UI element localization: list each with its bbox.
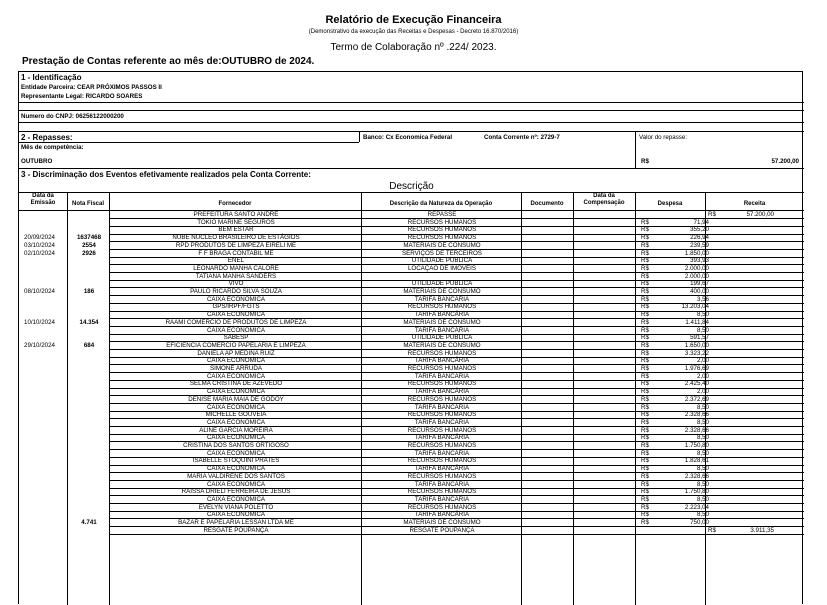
fornecedor: F F BRAGA CONTABIL ME — [198, 249, 274, 257]
table-row — [19, 457, 804, 465]
col-compensacao: Data da Compensação — [583, 193, 625, 206]
table-row — [19, 242, 804, 250]
natureza: TARIFA BANCÁRIA — [414, 434, 470, 442]
natureza: RECURSOS HUMANOS — [407, 365, 477, 372]
cnpj: Numero do CNPJ: 06256122000200 — [21, 113, 124, 120]
fornecedor: PAULO RICARDO SILVA SOUZA — [190, 288, 282, 295]
col-receita: Receita — [743, 201, 766, 207]
despesa-currency: R$ — [641, 357, 649, 365]
fornecedor: RAAMI COMERCIO DE PRODUTOS DE LIMPEZA — [165, 318, 307, 326]
fornecedor: CAIXA ECONOMICA — [206, 449, 266, 457]
fornecedor: CAIXA ECONOMICA — [206, 295, 266, 303]
entidade-parceira: Entidade Parceira: CEAR PRÓXIMOS PASSOS II — [21, 84, 162, 91]
fornecedor: MICHELLE GOUVEIA — [205, 411, 267, 419]
table-row — [19, 465, 804, 473]
col-documento: Documento — [530, 201, 564, 207]
divider — [19, 131, 804, 132]
despesa-value: 226,94 — [690, 234, 709, 242]
natureza: UTILIDADE PUBLICA — [411, 334, 473, 342]
despesa-value: 1.850,00 — [684, 249, 709, 257]
table-row — [19, 481, 804, 489]
fornecedor: EVELYN VIANA POLETTO — [198, 503, 274, 511]
despesa-value: 239,59 — [690, 241, 709, 249]
natureza: MATERIAIS DE CONSUMO — [403, 341, 481, 349]
despesa-value: 8,50 — [696, 480, 709, 488]
despesa-currency: R$ — [641, 480, 649, 488]
natureza: RECURSOS HUMANOS — [407, 226, 477, 234]
emission-date: 29/10/2024 — [24, 341, 55, 349]
fornecedor: CAIXA ECONOMICA — [206, 465, 266, 473]
table-row — [19, 303, 804, 311]
col-despesa: Despesa — [657, 201, 683, 207]
despesa-value: 71,94 — [693, 218, 709, 226]
natureza: TARIFA BANCÁRIA — [414, 465, 470, 473]
fornecedor: DANIELA AP MEDINA RUIZ — [197, 349, 275, 357]
despesa-currency: R$ — [641, 395, 649, 403]
table-row — [19, 273, 804, 281]
despesa-currency: R$ — [641, 457, 649, 465]
table-row — [19, 419, 804, 427]
nota-fiscal: 186 — [83, 288, 95, 295]
table-row — [19, 488, 804, 496]
fornecedor: RPD PRODUTOS DE LIMPEZA EIRELI ME — [175, 241, 297, 249]
fornecedor: MARIA VALDIRENE DOS SANTOS — [187, 472, 285, 480]
report-title: Relatório de Execução Financeira — [325, 14, 502, 26]
despesa-value: 591,57 — [690, 334, 709, 342]
table-row — [19, 234, 804, 242]
table-row — [19, 450, 804, 458]
table-row — [19, 257, 804, 265]
natureza: RECURSOS HUMANOS — [407, 234, 477, 242]
divider — [19, 142, 359, 143]
fornecedor: CAIXA ECONOMICA — [206, 326, 266, 334]
banco: Banco: Cx Economica Federal — [363, 134, 453, 141]
divider — [19, 192, 804, 193]
nota-fiscal: 14.354 — [79, 318, 99, 326]
despesa-value: 2.372,69 — [684, 395, 709, 403]
fornecedor: DENISE MARIA MAIA DE GODOY — [188, 395, 284, 403]
natureza: RECURSOS HUMANOS — [407, 349, 477, 357]
table-row — [19, 342, 804, 350]
emission-date: 03/10/2024 — [24, 241, 55, 249]
despesa-value: 355,20 — [690, 226, 709, 234]
fornecedor: VIVO — [228, 280, 244, 288]
table-row — [19, 404, 804, 412]
fornecedor: RAISSA DRIELI FERREIRA DE JESUS — [181, 488, 291, 496]
despesa-currency: R$ — [641, 311, 649, 319]
receita-currency: R$ — [708, 526, 716, 534]
despesa-currency: R$ — [641, 519, 649, 526]
despesa-value: 2.328,66 — [684, 411, 709, 419]
fornecedor: RESGATE POUPANÇA — [203, 526, 269, 534]
table-row — [19, 434, 804, 442]
despesa-value: 199,67 — [690, 280, 709, 288]
table-row — [19, 265, 804, 273]
table-row — [19, 219, 804, 227]
table-row — [19, 380, 804, 388]
table-row — [19, 365, 804, 373]
despesa-value: 13.203,04 — [681, 303, 709, 311]
despesa-currency: R$ — [641, 380, 649, 388]
table-row — [19, 527, 804, 535]
table-row — [19, 427, 804, 435]
natureza: RECURSOS HUMANOS — [407, 395, 477, 403]
despesa-currency: R$ — [641, 249, 649, 257]
despesa-currency: R$ — [641, 365, 649, 372]
table-row — [19, 311, 804, 319]
fornecedor: CAIXA ECONOMICA — [206, 418, 266, 426]
emission-date: 02/10/2024 — [24, 249, 55, 257]
despesa-currency: R$ — [641, 295, 649, 303]
despesa-currency: R$ — [641, 503, 649, 511]
nota-fiscal: 2554 — [82, 241, 96, 249]
table-row — [19, 250, 804, 258]
conta-corrente: Conta Corrente nº: 2729-7 — [484, 134, 560, 141]
despesa-value: 400,00 — [690, 288, 709, 295]
emission-date: 10/10/2024 — [24, 318, 55, 326]
fornecedor: CAIXA ECONOMICA — [206, 511, 266, 519]
fornecedor: SABESP — [223, 334, 249, 342]
natureza: TARIFA BANCÁRIA — [414, 372, 470, 380]
despesa-currency: R$ — [641, 280, 649, 288]
natureza: TARIFA BANCÁRIA — [414, 495, 470, 503]
table-row — [19, 226, 804, 234]
divider — [19, 102, 804, 103]
receita-value: 57.200,00 — [746, 211, 774, 218]
despesa-currency: R$ — [641, 318, 649, 326]
fornecedor: CAIXA ECONOMICA — [206, 311, 266, 319]
natureza: TARIFA BANCÁRIA — [414, 357, 470, 365]
despesa-value: 2.000,00 — [684, 264, 709, 272]
natureza: TARIFA BANCÁRIA — [414, 449, 470, 457]
emission-date: 20/09/2024 — [24, 234, 55, 242]
prestacao-contas: Prestação de Contas referente ao mês de:OUTUBRO de 2024. — [22, 56, 315, 67]
despesa-currency: R$ — [641, 334, 649, 342]
natureza: MATERIAIS DE CONSUMO — [403, 519, 481, 526]
fornecedor: BAZAR E PAPELARIA LESSAN LTDA ME — [178, 519, 294, 526]
despesa-currency: R$ — [641, 288, 649, 295]
despesa-currency: R$ — [641, 488, 649, 496]
natureza: RECURSOS HUMANOS — [407, 218, 477, 226]
divider — [635, 131, 636, 169]
section-identificacao: 1 - Identificação — [21, 73, 82, 82]
table-row — [19, 327, 804, 335]
despesa-currency: R$ — [641, 326, 649, 334]
natureza: UTILIDADE PUBLICA — [411, 257, 473, 265]
section-discriminacao: 3 - Discriminação dos Eventos efetivamente realizados pela Conta Corrente: — [21, 170, 311, 179]
descricao-heading: Descrição — [389, 181, 434, 192]
fornecedor: PREFEITURA SANTO ANDRE — [193, 211, 279, 218]
despesa-currency: R$ — [641, 465, 649, 473]
receita-value: 3.911,35 — [750, 526, 774, 534]
despesa-currency: R$ — [641, 411, 649, 419]
fornecedor: TATIANA MANHA SANDERS — [195, 272, 277, 280]
nota-fiscal: 1637468 — [76, 234, 102, 242]
fornecedor: TOKIO MARINE SEGUROS — [197, 218, 275, 226]
despesa-value: 8,50 — [696, 465, 709, 473]
despesa-value: 1.411,84 — [685, 318, 709, 326]
fornecedor: GPS/IRPF/FGTS — [212, 303, 260, 311]
natureza: RECURSOS HUMANOS — [407, 503, 477, 511]
nota-fiscal: 2926 — [82, 249, 96, 257]
despesa-value: 8,50 — [696, 449, 709, 457]
despesa-value: 2.000,00 — [684, 272, 709, 280]
despesa-currency: R$ — [641, 218, 649, 226]
despesa-value: 2.328,66 — [684, 426, 709, 434]
fornecedor: SELMA CRISTINA DE AZEVEDO — [189, 380, 283, 388]
despesa-currency: R$ — [641, 272, 649, 280]
emission-date: 08/10/2024 — [24, 288, 55, 295]
despesa-value: 2,00 — [696, 357, 709, 365]
fornecedor: CAIXA ECONOMICA — [206, 357, 266, 365]
termo-colaboracao: Termo de Colaboração nº .224/ 2023. — [330, 42, 497, 53]
fornecedor: EFICIENCIA COMERCIO PAPELARIA E LIMPEZA — [166, 341, 306, 349]
table-row — [19, 319, 804, 327]
table-row — [19, 373, 804, 381]
despesa-value: 1.750,80 — [684, 488, 709, 496]
despesa-value: 1.650,00 — [684, 341, 709, 349]
despesa-currency: R$ — [641, 234, 649, 242]
natureza: MATERIAIS DE CONSUMO — [403, 241, 481, 249]
natureza: MATERIAIS DE CONSUMO — [403, 288, 481, 295]
despesa-currency: R$ — [641, 442, 649, 449]
despesa-value: 2,00 — [696, 372, 709, 380]
table-row — [19, 280, 804, 288]
natureza: RESGATE POUPANÇA — [409, 526, 475, 534]
natureza: RECURSOS HUMANOS — [407, 457, 477, 465]
natureza: TARIFA BANCÁRIA — [414, 326, 470, 334]
natureza: TARIFA BANCÁRIA — [414, 511, 470, 519]
despesa-currency: R$ — [641, 303, 649, 311]
natureza: REPASSE — [427, 211, 457, 218]
despesa-currency: R$ — [641, 341, 649, 349]
despesa-value: 750,00 — [690, 519, 709, 526]
despesa-currency: R$ — [641, 495, 649, 503]
natureza: TARIFA BANCÁRIA — [414, 311, 470, 319]
natureza: RECURSOS HUMANOS — [407, 411, 477, 419]
fornecedor: BEM ESTAR — [218, 226, 254, 234]
despesa-value: 1.750,80 — [684, 442, 709, 449]
fornecedor: CAIXA ECONOMICA — [206, 388, 266, 396]
fornecedor: CAIXA ECONOMICA — [206, 434, 266, 442]
table-row — [19, 350, 804, 358]
natureza: UTILIDADE PUBLICA — [411, 280, 473, 288]
despesa-value: 8,50 — [696, 434, 709, 442]
report-subtitle: (Demonstrativo da execução das Receitas e Despesas - Decreto 16.870/2016) — [308, 29, 519, 35]
despesa-value: 2,00 — [696, 388, 709, 396]
natureza: TARIFA BANCÁRIA — [414, 418, 470, 426]
table-row — [19, 357, 804, 365]
despesa-currency: R$ — [641, 418, 649, 426]
nota-fiscal: 684 — [83, 341, 95, 349]
despesa-currency: R$ — [641, 426, 649, 434]
table-row — [19, 334, 804, 342]
fornecedor: ISABELLE STOQUINI PRATES — [192, 457, 280, 465]
col-nota-fiscal: Nota Fiscal — [71, 201, 104, 207]
report-frame — [18, 71, 803, 604]
fornecedor: CAIXA ECONOMICA — [206, 372, 266, 380]
despesa-value: 8,50 — [696, 511, 709, 519]
despesa-currency: R$ — [641, 434, 649, 442]
despesa-value: 8,50 — [696, 403, 709, 411]
despesa-value: 2.425,40 — [684, 380, 709, 388]
natureza: RECURSOS HUMANOS — [407, 426, 477, 434]
table-row — [19, 411, 804, 419]
natureza: RECURSOS HUMANOS — [407, 472, 477, 480]
despesa-currency: R$ — [641, 257, 649, 265]
table-row — [19, 296, 804, 304]
fornecedor: CAIXA ECONOMICA — [206, 403, 266, 411]
despesa-value: 8,50 — [696, 311, 709, 319]
table-row — [19, 288, 804, 296]
table-row — [19, 211, 804, 219]
table-row — [19, 442, 804, 450]
fornecedor: NUBE NUCLEO BRASILEIRO DE ESTÁGIOS — [172, 234, 300, 242]
despesa-value: 2.328,66 — [684, 472, 709, 480]
despesa-value: 2.223,04 — [684, 503, 709, 511]
natureza: RECURSOS HUMANOS — [407, 380, 477, 388]
despesa-value: 3,56 — [696, 295, 709, 303]
row-divider — [109, 534, 804, 535]
natureza: RECURSOS HUMANOS — [407, 303, 477, 311]
despesa-currency: R$ — [641, 226, 649, 234]
natureza: TARIFA BANCÁRIA — [414, 388, 470, 396]
natureza: TARIFA BANCÁRIA — [414, 403, 470, 411]
despesa-value: 3.323,22 — [684, 349, 709, 357]
despesa-currency: R$ — [641, 349, 649, 357]
table-row — [19, 504, 804, 512]
table-row — [19, 388, 804, 396]
receita-currency: R$ — [708, 211, 716, 218]
fornecedor: CAIXA ECONOMICA — [206, 495, 266, 503]
col-data: Data da Emissão — [30, 193, 56, 206]
despesa-currency: R$ — [641, 372, 649, 380]
col-natureza: Descrição da Natureza da Operação — [389, 201, 493, 207]
fornecedor: LEONARDO MANHA CALORE — [193, 264, 279, 272]
col-fornecedor: Fornecedor — [218, 201, 252, 207]
natureza: MATERIAIS DE CONSUMO — [403, 318, 481, 326]
table-row — [19, 519, 804, 527]
despesa-currency: R$ — [641, 449, 649, 457]
despesa-currency: R$ — [641, 511, 649, 519]
mes-competencia-label: Mês de competência: — [21, 144, 84, 151]
valor-repasse: 57.200,00 — [771, 158, 799, 165]
natureza: TARIFA BANCÁRIA — [414, 295, 470, 303]
fornecedor: CAIXA ECONOMICA — [206, 480, 266, 488]
despesa-currency: R$ — [641, 403, 649, 411]
nota-fiscal: 4.741 — [81, 519, 97, 526]
despesa-value: 1.976,69 — [684, 365, 709, 372]
divider — [19, 110, 804, 111]
despesa-currency: R$ — [641, 241, 649, 249]
natureza: RECURSOS HUMANOS — [407, 488, 477, 496]
divider — [19, 122, 804, 123]
despesa-currency: R$ — [641, 264, 649, 272]
natureza: TARIFA BANCÁRIA — [414, 480, 470, 488]
table-row — [19, 396, 804, 404]
natureza: LOCAÇÃO DE IMOVEIS — [407, 264, 477, 272]
fornecedor: ALINE GARCIA MOREIRA — [199, 426, 273, 434]
despesa-value: 1.828,61 — [684, 457, 709, 465]
valor-repasse-currency: R$ — [641, 158, 649, 165]
table-row — [19, 473, 804, 481]
natureza: RECURSOS HUMANOS — [407, 442, 477, 449]
despesa-currency: R$ — [641, 388, 649, 396]
table-row — [19, 496, 804, 504]
despesa-value: 8,50 — [696, 418, 709, 426]
fornecedor: ENEL — [227, 257, 245, 265]
natureza: SERVIÇOS DE TERCEIROS — [402, 249, 482, 257]
despesa-value: 8,50 — [696, 326, 709, 334]
despesa-value: 8,50 — [696, 495, 709, 503]
section-repasses: 2 - Repasses: — [21, 133, 73, 142]
divider — [19, 168, 804, 169]
mes-competencia: OUTUBRO — [21, 158, 53, 165]
representante-legal: Representante Legal: RICARDO SOARES — [21, 93, 143, 100]
fornecedor: SIMONE ARRUDA — [210, 365, 262, 372]
divider — [359, 131, 360, 142]
valor-repasse-label: Valor do repasse: — [639, 134, 688, 141]
despesa-currency: R$ — [641, 472, 649, 480]
fornecedor: CRISTINA DOS SANTOS ORTIGOSO — [183, 442, 289, 449]
table-row — [19, 511, 804, 519]
despesa-value: 393,93 — [690, 257, 709, 265]
